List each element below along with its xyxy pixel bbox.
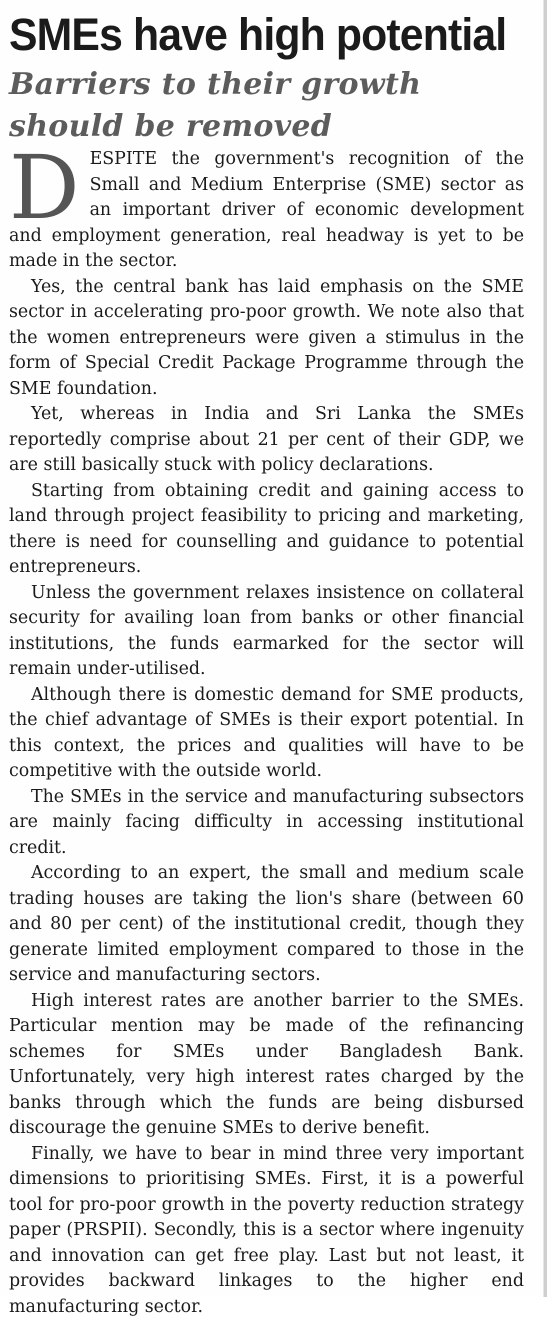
paragraph-8: According to an expert, the small and medium scale trading houses are taking the lion's share (between 60 and 80 per cent) of the institutional credit, though they generate limited employment compared to those in the service and manufacturing sectors. [9,861,524,989]
paragraph-10: Finally, we have to bear in mind three very important dimensions to prioritising SMEs. First, it is a powerful tool for pro-poor growth in the poverty reduction strategy paper (PRSPII). Secondly, this is a sector where ingenuity and innovation can get free play. Last but not least, it provides backward linkages to the higher end manufacturing sector. [9,1142,524,1320]
paragraph-9: High interest rates are another barrier to the SMEs. Particular mention may be made of the refinancing schemes for SMEs under Bangladesh Bank. Unfortunately, very high interest rates charged by the banks through which the funds are being disbursed discourage the genuine SMEs to derive benefit. [9,989,524,1142]
paragraph-1-text: ESPITE the government's recognition of the Small and Medium Enterprise (SME) sector as an important driver of economic development and employment generation, real headway is yet to be made in the sector. [9,149,524,271]
paragraph-6: Although there is domestic demand for SME products, the chief advantage of SMEs is their export potential. In this context, the prices and qualities will have to be competitive with the outside world. [9,683,524,785]
column-rule [543,0,547,1297]
subheadline: Barriers to their growth should be removed [9,64,524,148]
paragraph-2: Yes, the central bank has laid emphasis on the SME sector in accelerating pro-poor growth. We note also that the women entrepreneurs were given a stimulus in the form of Special Credit Package Programme through the SME foundation. [9,275,524,403]
paragraph-7: The SMEs in the service and manufacturing subsectors are mainly facing difficulty in accessing institutional credit. [9,785,524,862]
headline: SMEs have high potential [9,8,498,62]
paragraph-4: Starting from obtaining credit and gaining access to land through project feasibility to pricing and marketing, there is need for counselling and guidance to potential entrepreneurs. [9,479,524,581]
drop-cap: D [9,153,80,223]
paragraph-5: Unless the government relaxes insistence on collateral security for availing loan from banks or other financial institutions, the funds earmarked for the sector will remain under-utilised. [9,581,524,683]
paragraph-1 [9,147,524,275]
editorial-article [9,8,524,1320]
paragraph-3: Yet, whereas in India and Sri Lanka the SMEs reportedly comprise about 21 per cent of their GDP, we are still basically stuck with policy declarations. [9,402,524,479]
article-body [9,147,524,1320]
